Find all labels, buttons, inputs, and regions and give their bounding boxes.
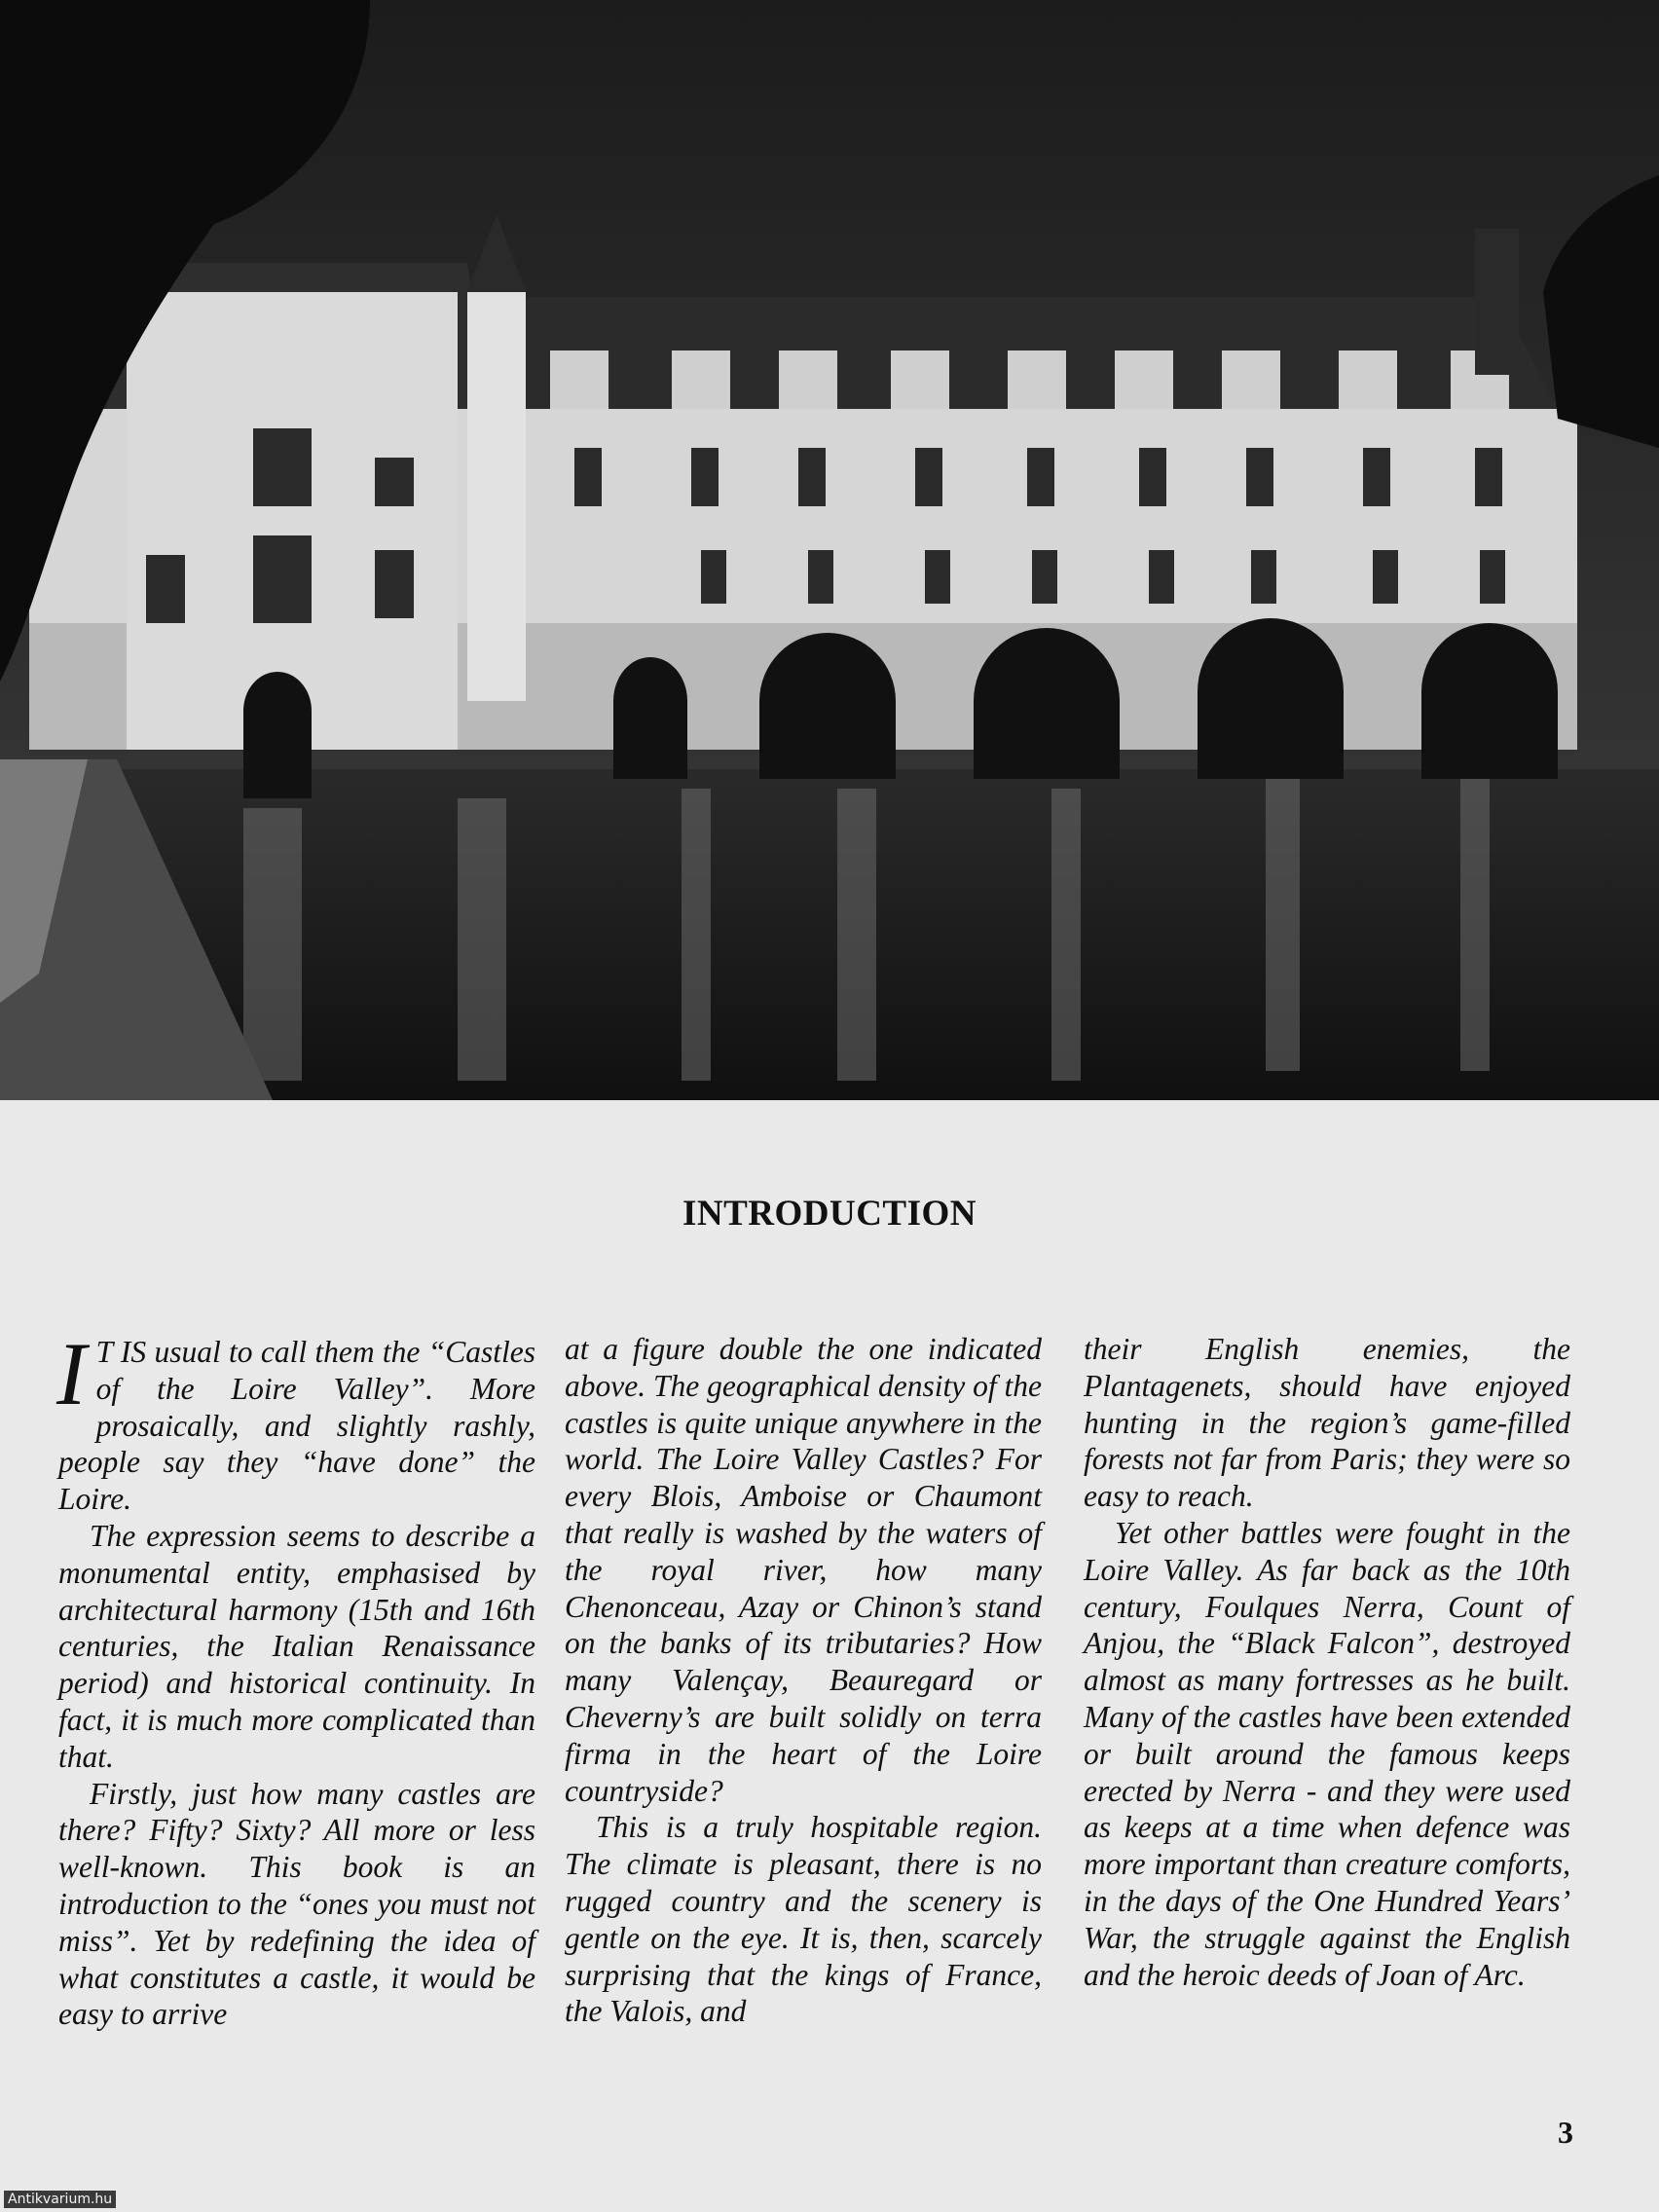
page-number: 3 (1558, 2115, 1573, 2150)
text-column-1 (56, 1324, 535, 2033)
paragraph: their English enemies, the Plantagenets, should have enjoyed hunting in the region’s game-filled forests not far from Paris; they were so easy to reach. (1084, 1332, 1570, 1514)
drop-cap: I (56, 1324, 87, 1423)
paragraph: This is a truly hospitable region. The climate is pleasant, there is no rugged country and the scenery is gentle on the eye. It is, then, scarcely surprising that the kings of France, the Valois, and (565, 1810, 1042, 2029)
paragraph: I T IS usual to call them the “Castles of the Loire Valley”. More prosaically, and slightly rashly, people say they “have done” the Loire. (56, 1324, 535, 1517)
paragraph: Yet other battles were fought in the Loire Valley. As far back as the 10th century, Foulques Nerra, Count of Anjou, the “Black Falcon”, destroyed almost as many fortresses as he built. Many of the castles have been extended or built around the famous keeps erected by Nerra - and they were used as keeps at a time when defence was more important than creature comforts, in the days of the One Hundred Years’ War, the struggle against the English and the heroic deeds of Joan of Arc. (1084, 1515, 1570, 1992)
text-column-2 (565, 1331, 1042, 2030)
paragraph: at a figure double the one indicated above. The geographical density of the castles is quite unique anywhere in the world. The Loire Valley Castles? For every Blois, Amboise or Chaumont that really is washed by the waters of the royal river, how many Chenonceau, Azay or Chinon’s stand on the banks of its tributaries? How many Valençay, Beauregard or Cheverny’s are built solidly on terra firma in the heart of the Loire countryside? (565, 1332, 1042, 1808)
chateau-photo (0, 0, 1659, 1100)
page-title: INTRODUCTION (682, 1194, 977, 1234)
watermark: Antikvarium.hu (4, 2191, 116, 2208)
paragraph: Firstly, just how many castles are there? Fifty? Sixty? All more or less well-known. This book is an introduction to the “ones you must not miss”. Yet by redefining the idea of what constitutes a castle, it would be easy to arrive (58, 1776, 535, 2032)
paragraph: The expression seems to describe a monumental entity, emphasised by architectural harmony (15th and 16th centuries, the Italian Renaissance period) and historical continuity. In fact, it is much more complicated than that. (58, 1518, 535, 1774)
text-column-3 (1084, 1331, 1570, 1993)
